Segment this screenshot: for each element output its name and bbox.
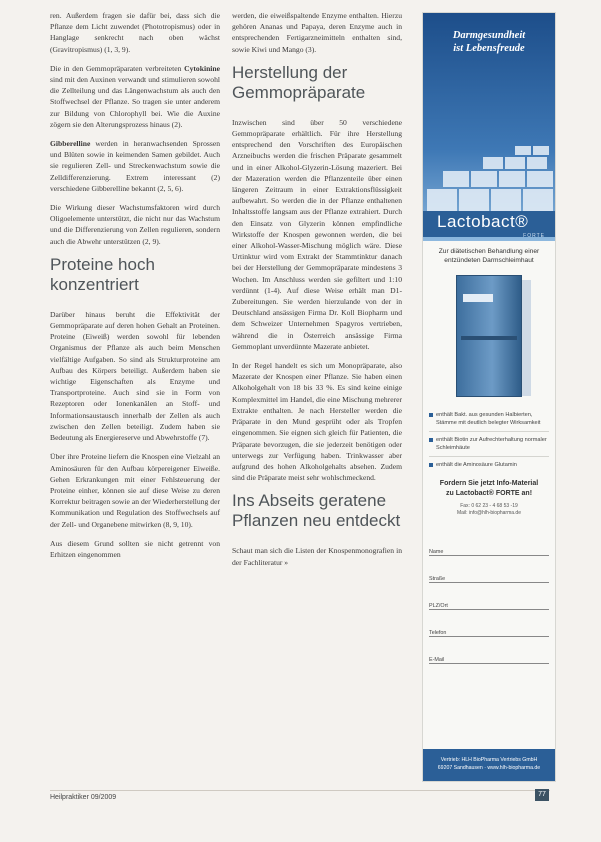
- tile: [459, 189, 489, 211]
- brand-forte: FORTE: [523, 233, 545, 239]
- term-cytokinine: Cytokinine: [184, 63, 220, 73]
- benefit-item: [429, 436, 549, 452]
- paragraph: ren. Außerdem fragen sie dafür bei, dass sich die Pflanze dem Licht zuwendet (Phototropismus) oder in Hanglage senkrecht nach oben wächst (Gravitropismus) (1, 3, 9).: [50, 11, 220, 54]
- package-label: [463, 294, 493, 302]
- bullet-icon: [429, 413, 433, 417]
- tile: [523, 189, 553, 211]
- paragraph: Inzwischen sind über 50 verschiedene Gemmopräparate erhältlich. Für ihre Herstellung entsprechend den Vorschriften des Europäischen Arzneibuchs werden die frischen Präparate gesammelt und in einer Alkohol-Glyzerin-Lösung mazeriert. Bei der Mazeration werden die Pflanzenteile über einen längeren Zeitraum in einer Extraktionsflüssigkeit aufbewahrt. So werden die in der Pflanze enthaltenen Inhaltsstoffe langsam aus der Pflanze extrahiert. Durch den Einsatz von Glyzerin können empfindliche Wirkstoffe der Knospen gewonnen werden, die bei einer Alkohol-Wasser-Mischung möglich wäre. Diese Urtinktur wird vom Extrakt der Stammtinktur danach bei der Herstellung der Gemmopräparate mindestens 3 Wochen. Im Anschluss werden sie gefiltert und 1:10 verdünnt (1-4). Auf diese Weise erhält man D1-Zubereitungen. Sie werden hierzulande von der in Deutschland ansässigen Firma Dr. Koll Biopharm und dem Schweizer Unternehmen Spagyros vertrieben, während die in Österreich ansässige Firma Gemmoplant unverdünnte Mazerate anbietet.: [232, 117, 402, 351]
- field-label: Straße: [429, 576, 446, 582]
- tile: [499, 171, 525, 187]
- tile: [483, 157, 503, 169]
- field-label: Name: [429, 549, 444, 555]
- tile: [427, 189, 457, 211]
- article-column-middle: [232, 10, 402, 576]
- article-column-left: [50, 10, 220, 568]
- form-field-zip-city[interactable]: [429, 587, 549, 610]
- tile: [471, 171, 497, 187]
- package-band: [461, 336, 517, 340]
- journal-footer: Heilpraktiker 09/2009: [50, 794, 117, 801]
- paragraph: Aus diesem Grund sollten sie nicht getrennt von Erhitzen eingenommen: [50, 538, 220, 559]
- benefit-text: enthält Biotin zur Aufrechterhaltung normaler Schleimhäute: [436, 437, 547, 451]
- benefit-item: [429, 461, 549, 469]
- paragraph: [50, 138, 220, 194]
- call-to-action: [427, 479, 551, 499]
- benefit-list: [429, 411, 549, 469]
- benefit-text: enthält Bakt. aus gesunden Halbierten, Stämme mit deutlich belegter Wirksamkeit: [436, 412, 541, 426]
- ad-banner: [423, 13, 555, 241]
- paragraph: In der Regel handelt es sich um Monopräparate, also Mazerate der Knospen einer Pflanze. Sie haben einen Alkoholgehalt von 18 bis 33 %. Es sind keine einige Komplexmittel im Handel, die eine Mischung mehrerer Extrakte enthalten. Je nach Hersteller werden die Präparate in den Mund gesprüht oder als Tropfen eingenommen. Sie eignen sich gleich für Patienten, die Präparate bevorzugen, die sie jederzeit benötigen oder unterwegs zur Verfügung haben. Trinkwasser aber aufgrund des hohen Alkoholgehalts absehen. Zudem sind die Präparate meist sehr wohlschmeckend.: [232, 361, 402, 483]
- paragraph: werden, die eiweißspaltende Enzyme enthalten. Hierzu gehören Ananas und Papaya, deren Enzyme auch in entsprechenden Fertigarzneimitteln enthalten sind, sowie Kiwi und Mango (3).: [232, 11, 402, 54]
- package-side: [522, 280, 531, 396]
- tile: [505, 157, 525, 169]
- advertisement: [422, 12, 556, 782]
- text-run: sind mit den Auxinen verwandt und stimulieren sowohl die Zellteilung und das Längenwachstum als auch den Stoffwechsel der Pflanze. So tragen sie unter anderem zur Bildung von Chlorophyll bei. Wie die Auxine zögern sie den Alterungsprozess hinaus (2).: [50, 75, 220, 129]
- ad-footer: [423, 749, 555, 781]
- tile: [533, 146, 549, 155]
- cta-line: zu Lactobact® FORTE an!: [445, 490, 533, 497]
- benefit-text: enthält die Aminosäure Glutamin: [436, 462, 517, 468]
- paragraph: Schaut man sich die Listen der Knospenmonografien in der Fachliteratur »: [232, 546, 402, 567]
- order-form: [429, 533, 549, 664]
- cta-line: Fordern Sie jetzt Info-Material: [439, 480, 539, 487]
- text-run: werden in heranwachsenden Sprossen und Blüten sowie in keimenden Samen gebildet. Auch sie regulieren Zell- und Streckenwachstum sowie die Zelldifferenzierung. Extrem interessant (2) verschiedene Gibberelline bekannt (2, 5, 6).: [50, 139, 220, 193]
- tile: [491, 189, 521, 211]
- ad-headline-line: Darmgesundheit: [452, 30, 526, 41]
- field-label: E-Mail: [429, 657, 445, 663]
- section-heading: Ins Abseits geratene Pflanzen neu entdeckt: [232, 491, 401, 531]
- divider: [429, 456, 549, 457]
- ad-headline-line: ist Lebensfreude: [453, 43, 525, 54]
- form-field-phone[interactable]: [429, 614, 549, 637]
- section-heading: Proteine hoch konzentriert: [50, 254, 155, 294]
- fax-number: Fax: 0 62 23 - 4 68 53 -19: [460, 503, 518, 509]
- text-run: Die in den Gemmopräparaten verbreiteten: [50, 63, 185, 73]
- bullet-icon: [429, 438, 433, 442]
- page-number: 77: [535, 789, 549, 801]
- paragraph: [50, 63, 220, 130]
- ad-subtitle: Zur diätetischen Behandlung einer entzündeten Darmschleimhaut: [438, 248, 540, 264]
- tile: [515, 146, 531, 155]
- distributor: Vertrieb: HLH BioPharma Vertriebs GmbH: [440, 757, 538, 763]
- footer-rule: [50, 790, 550, 791]
- term-gibberelline: Gibberelline: [50, 139, 91, 149]
- distributor-address: 69207 Sandhausen · www.hlh-biopharma.de: [437, 765, 541, 771]
- tile: [443, 171, 469, 187]
- ad-headline: [423, 13, 555, 55]
- tile: [527, 171, 553, 187]
- form-field-name[interactable]: [429, 533, 549, 556]
- paragraph: Darüber hinaus beruht die Effektivität der Gemmopräparate auf deren hohen Gehalt an Proteinen. Proteine (Eiweiß) werden sowohl für lebenden Organismus der Pflanze als auch beim Menschen vielfältige Aufgaben. So sind als Strukturproteine am Aufbau des Körpers beteiligt. Außerdem haben sie wichtige Eigenschaften als Enzyme und Transportproteine. Auch sind sie in Form von Rezeptoren oder Ionenkanälen an Stoff- und Informationsaustausch innerhalb der Zellen als auch zwischen den Zellen beteiligt. Zudem haben sie Bedeutung als Energiereserve und Abwehrstoffe (7).: [50, 309, 220, 443]
- section-heading: Herstellung der Gemmopräparate: [232, 62, 366, 102]
- divider: [429, 431, 549, 432]
- field-label: PLZ/Ort: [429, 603, 448, 609]
- form-field-email[interactable]: [429, 641, 549, 664]
- form-field-street[interactable]: [429, 560, 549, 583]
- brand-bar: [423, 211, 555, 237]
- paragraph: Die Wirkung dieser Wachstumsfaktoren wird durch Oligoelemente unterstützt, die nicht nur das Wachstum und die Differenzierung von Zellen regulieren, sondern auch die Abwehr unterstützen (2, 9).: [50, 203, 220, 246]
- product-package-image: [456, 275, 522, 397]
- bullet-icon: [429, 463, 433, 467]
- email-address: Mail: info@hlh-biopharma.de: [457, 510, 521, 516]
- paragraph: Über ihre Proteine liefern die Knospen eine Vielzahl an Aminosäuren für den Aufbau körpereigener Eiweiße. Gehen Erkrankungen mit einer Fehlsteuerung der Proteine einher, können sie auf diese Weise zu deren Korrektur beitragen sowie an der Wiederherstellung der Kommunikation und Regulation des Stoffwechsels auf der Zell- und Organebene mitwirken (8, 9, 10).: [50, 452, 220, 529]
- field-label: Telefon: [429, 630, 447, 636]
- benefit-item: [429, 411, 549, 427]
- contact-info: [423, 503, 555, 517]
- brand-logo: Lactobact®: [437, 212, 529, 231]
- tile: [527, 157, 547, 169]
